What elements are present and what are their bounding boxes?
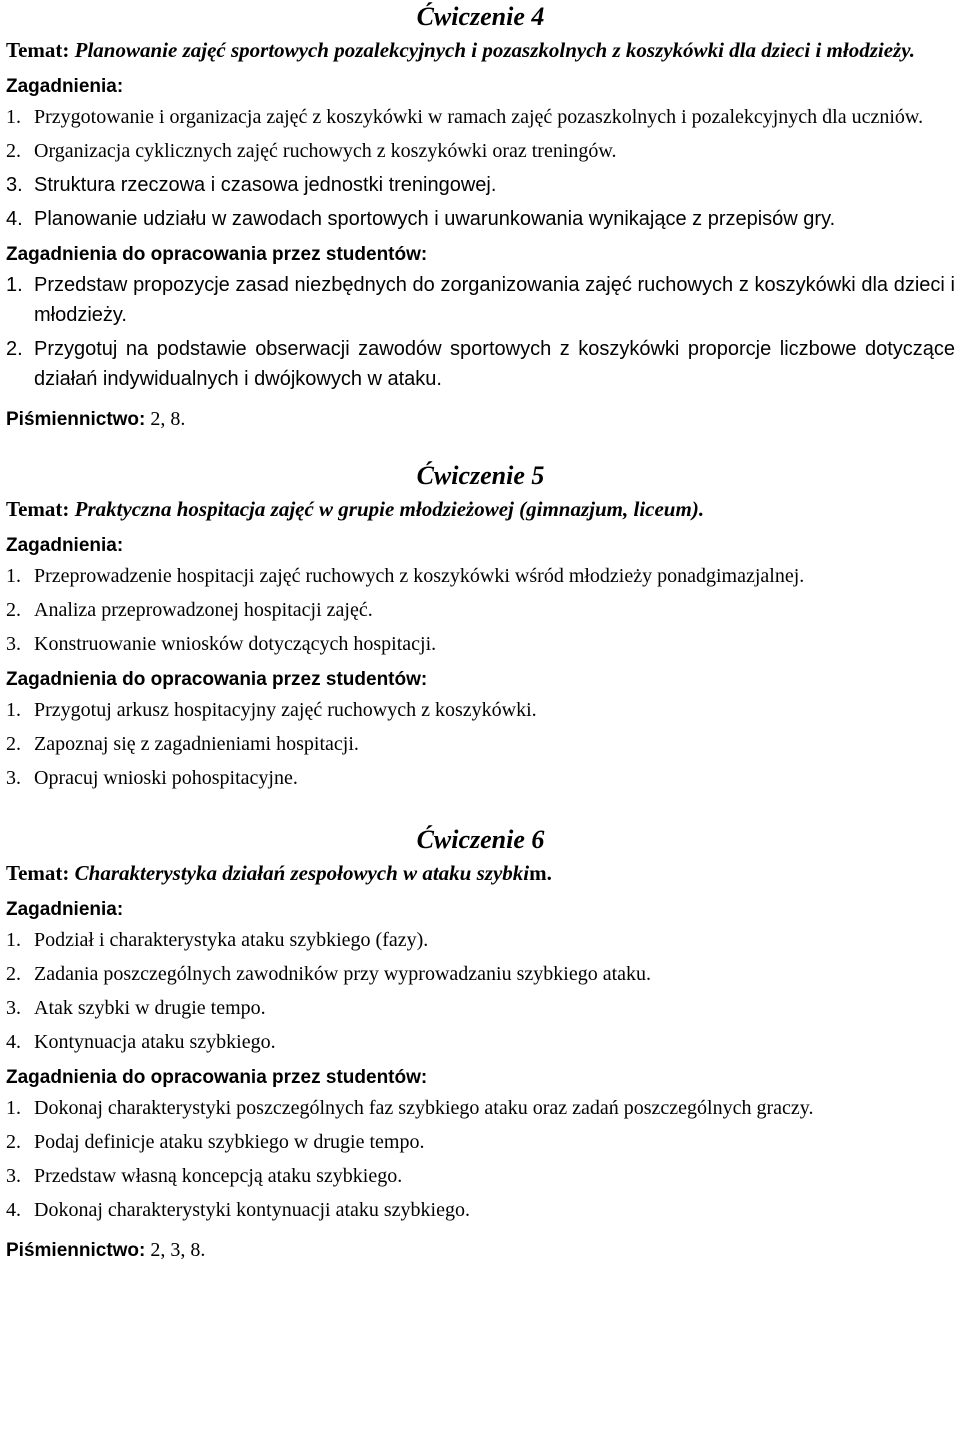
bibliography-label: Piśmiennictwo:	[6, 409, 146, 430]
exercise-topic	[6, 34, 955, 66]
exercise-title: Ćwiczenie 5	[416, 461, 545, 490]
list-item	[6, 695, 955, 725]
exercise-title: Ćwiczenie 4	[416, 2, 545, 31]
list-item	[6, 1093, 955, 1123]
list-item	[6, 1027, 955, 1057]
list-item	[6, 204, 955, 234]
exercise-topic	[6, 493, 955, 525]
list-item	[6, 959, 955, 989]
student-tasks-heading: Zagadnienia do opracowania przez studentów:	[6, 669, 428, 690]
item-number: 2.	[6, 1131, 21, 1153]
item-text: Opracuj wnioski pohospitacyjne.	[34, 767, 298, 789]
list-item	[6, 1161, 955, 1191]
list-item	[6, 1195, 955, 1225]
list-item	[6, 102, 955, 132]
list-item	[6, 729, 955, 759]
item-text: Planowanie udziału w zawodach sportowych i uwarunkowania wynikające z przepisów gry.	[34, 208, 836, 230]
item-text: Dokonaj charakterystyki poszczególnych faz szybkiego ataku oraz zadań poszczególnych graczy.	[34, 1097, 814, 1119]
exercise-section	[6, 459, 955, 793]
issues-heading: Zagadnienia:	[6, 899, 124, 920]
student-tasks-list	[6, 695, 955, 793]
item-number: 3.	[6, 767, 21, 789]
bibliography	[6, 404, 955, 435]
item-text: Organizacja cyklicznych zajęć ruchowych z koszykówki oraz treningów.	[34, 140, 617, 162]
item-text: Przedstaw własną koncepcją ataku szybkiego.	[34, 1165, 403, 1187]
item-text: Podaj definicje ataku szybkiego w drugie tempo.	[34, 1131, 425, 1153]
student-tasks-heading: Zagadnienia do opracowania przez studentów:	[6, 244, 428, 265]
item-text: Podział i charakterystyka ataku szybkiego (fazy).	[34, 929, 429, 951]
list-item	[6, 170, 955, 200]
item-number: 1.	[6, 1097, 21, 1119]
topic-label: Temat:	[6, 38, 70, 62]
bibliography	[6, 1235, 955, 1266]
item-number: 4.	[6, 208, 23, 230]
list-item	[6, 334, 955, 394]
list-item	[6, 270, 955, 330]
item-text: Struktura rzeczowa i czasowa jednostki treningowej.	[34, 174, 497, 196]
exercise-title: Ćwiczenie 6	[416, 825, 545, 854]
item-text: Przedstaw propozycje zasad niezbędnych do zorganizowania zajęć ruchowych z koszykówki dla dzieci i młodzieży.	[34, 274, 955, 326]
bibliography-value: 2, 3, 8.	[145, 1239, 206, 1261]
topic-label: Temat:	[6, 497, 70, 521]
list-item	[6, 136, 955, 166]
item-number: 3.	[6, 1165, 21, 1187]
issues-heading: Zagadnienia:	[6, 535, 124, 556]
item-number: 4.	[6, 1031, 21, 1053]
item-number: 3.	[6, 997, 21, 1019]
item-text: Konstruowanie wniosków dotyczących hospitacji.	[34, 633, 437, 655]
item-number: 3.	[6, 633, 21, 655]
item-text: Kontynuacja ataku szybkiego.	[34, 1031, 276, 1053]
list-item	[6, 561, 955, 591]
list-item	[6, 925, 955, 955]
issues-list	[6, 561, 955, 659]
item-text: Przeprowadzenie hospitacji zajęć ruchowych z koszykówki wśród młodzieży ponadgimazjalnej.	[34, 565, 805, 587]
exercise-section	[6, 823, 955, 1266]
exercise-section	[6, 0, 955, 435]
item-text: Dokonaj charakterystyki kontynuacji ataku szybkiego.	[34, 1199, 470, 1221]
item-number: 4.	[6, 1199, 21, 1221]
list-item	[6, 595, 955, 625]
list-item	[6, 763, 955, 793]
item-text: Analiza przeprowadzonej hospitacji zajęć.	[34, 599, 373, 621]
item-number: 2.	[6, 140, 21, 162]
list-item	[6, 629, 955, 659]
topic-suffix: m.	[529, 861, 552, 885]
item-number: 2.	[6, 338, 23, 360]
item-text: Przygotuj arkusz hospitacyjny zajęć ruchowych z koszykówki.	[34, 699, 537, 721]
item-text: Zapoznaj się z zagadnieniami hospitacji.	[34, 733, 359, 755]
issues-list	[6, 925, 955, 1057]
item-number: 1.	[6, 274, 23, 296]
item-number: 2.	[6, 733, 21, 755]
issues-list	[6, 102, 955, 234]
exercise-topic	[6, 857, 955, 889]
topic-label: Temat:	[6, 861, 70, 885]
item-text: Atak szybki w drugie tempo.	[34, 997, 266, 1019]
bibliography-label: Piśmiennictwo:	[6, 1240, 146, 1261]
item-number: 1.	[6, 106, 21, 128]
student-tasks-list	[6, 270, 955, 394]
student-tasks-list	[6, 1093, 955, 1225]
item-number: 1.	[6, 929, 21, 951]
item-text: Przygotuj na podstawie obserwacji zawodów sportowych z koszykówki proporcje liczbowe dotyczące działań indywidualnych i dwójkowych w ataku.	[34, 338, 955, 390]
item-number: 1.	[6, 699, 21, 721]
item-number: 1.	[6, 565, 21, 587]
student-tasks-heading: Zagadnienia do opracowania przez studentów:	[6, 1067, 428, 1088]
item-text: Zadania poszczególnych zawodników przy wyprowadzaniu szybkiego ataku.	[34, 963, 652, 985]
item-number: 2.	[6, 963, 21, 985]
issues-heading: Zagadnienia:	[6, 76, 124, 97]
topic-text: Planowanie zajęć sportowych pozalekcyjnych i pozaszkolnych z koszykówki dla dzieci i młodzieży.	[74, 38, 916, 62]
list-item	[6, 1127, 955, 1157]
list-item	[6, 993, 955, 1023]
topic-text: Praktyczna hospitacja zajęć w grupie młodzieżowej (gimnazjum, liceum).	[74, 497, 705, 521]
item-number: 3.	[6, 174, 23, 196]
item-number: 2.	[6, 599, 21, 621]
topic-text: Charakterystyka działań zespołowych w ataku szybki	[74, 861, 530, 885]
item-text: Przygotowanie i organizacja zajęć z koszykówki w ramach zajęć pozaszkolnych i pozalekcyjnych dla uczniów.	[34, 106, 924, 128]
bibliography-value: 2, 8.	[145, 408, 186, 430]
